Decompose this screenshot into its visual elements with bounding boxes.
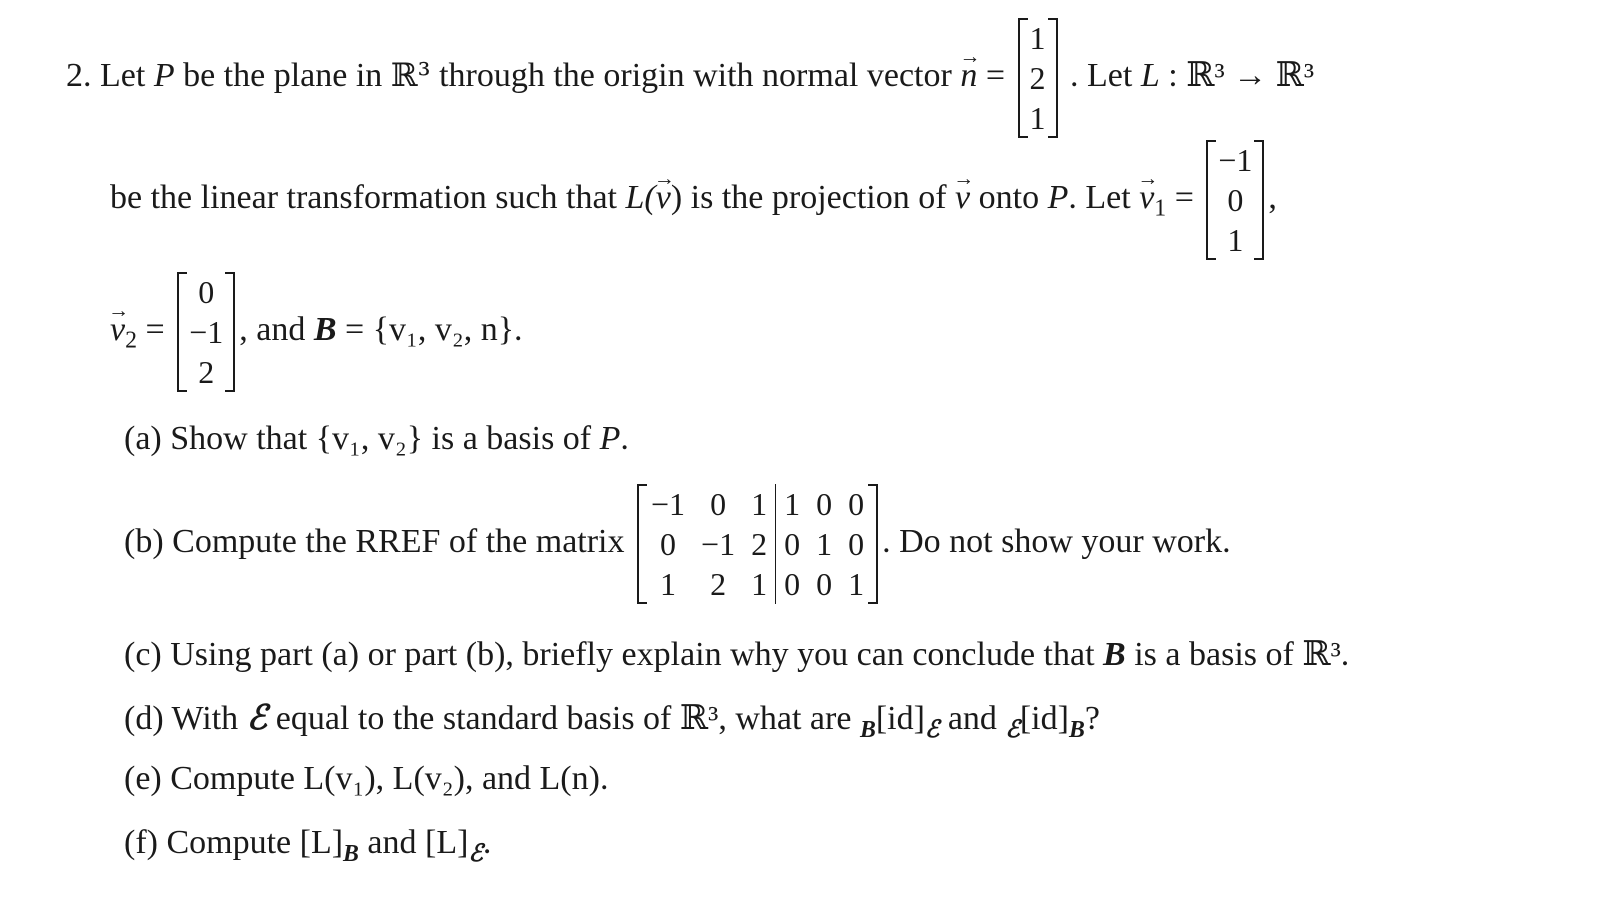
and-text: , and xyxy=(239,310,306,348)
n-vector-symbol: → n xyxy=(960,57,977,95)
L-symbol: L xyxy=(1140,56,1160,94)
part-label: (d) xyxy=(124,700,164,737)
part-label: (c) xyxy=(124,636,162,673)
v1-entry: 0 xyxy=(1227,182,1244,218)
part-a xyxy=(124,420,629,458)
v2-entry: −1 xyxy=(189,314,224,350)
part-b-text: Compute the RREF of the matrix xyxy=(172,522,625,560)
part-label: (e) xyxy=(124,760,162,797)
matrix-cell: 1 xyxy=(816,526,833,562)
problem-line-2: be the linear transformation such that L(→ v) is the projection of → v onto P. Let → $v_1$ = −1 0 1 , xyxy=(110,140,1277,260)
matrix-cell: 0 xyxy=(784,566,801,602)
equals: = xyxy=(985,56,1006,94)
part-f-and: and [L] xyxy=(367,824,469,861)
matrix-cell: 0 xyxy=(816,566,833,602)
plane-symbol: P xyxy=(1047,178,1069,216)
L-of: L( xyxy=(625,178,656,216)
intro-text-c: through the origin with normal vector xyxy=(439,56,952,94)
plane-symbol: P xyxy=(153,56,175,94)
line2-text-b: is the projection of xyxy=(690,178,947,216)
basis-B-symbol: B xyxy=(1103,636,1126,673)
paren: ) xyxy=(670,178,683,216)
equals: = xyxy=(1174,178,1194,216)
part-b-after: . Do not show your work. xyxy=(882,522,1231,560)
part-c xyxy=(124,634,1349,674)
intro-text-a: Let xyxy=(100,56,146,94)
v2-symbol: → v xyxy=(110,311,125,349)
part-c-tail: is a basis of ℝ³. xyxy=(1134,636,1350,673)
matrix-cell: −1 xyxy=(651,486,686,522)
matrix-cell: 1 xyxy=(743,564,776,604)
part-f-text-a: Compute [L] xyxy=(166,824,344,861)
part-c-text: Using part (a) or part (b), briefly explain why you can conclude that xyxy=(170,636,1095,673)
intro-text-b: be the plane in xyxy=(183,56,383,94)
basis-set: = {v₁, v₂, n}. xyxy=(345,310,523,348)
plane-symbol: P xyxy=(599,420,621,457)
question-mark: ? xyxy=(1084,700,1100,737)
problem-line-3: → $v_2$ = 0 −1 2 , and B = {v₁, v₂, n}. xyxy=(110,272,523,392)
matrix-cell: 0 xyxy=(710,486,727,522)
problem-number: 2. xyxy=(66,56,92,94)
and-text: and xyxy=(947,700,997,737)
let-L-text: . Let xyxy=(1070,56,1133,94)
matrix-cell: 0 xyxy=(784,526,801,562)
basis-B-symbol: B xyxy=(313,310,337,348)
part-label: (a) xyxy=(124,420,162,457)
r3-symbol: ℝ³ xyxy=(390,55,431,94)
period: . xyxy=(482,824,492,861)
matrix-cell: 2 xyxy=(743,524,776,564)
part-d: (d) With ℰ equal to the standard basis of ℝ³, what are $_B[id]_ℰ$ and $_ℰ[id]_B$? xyxy=(124,700,1100,743)
equals: = xyxy=(145,310,165,348)
comma: , xyxy=(1268,178,1277,216)
part-b xyxy=(124,484,1231,604)
normal-vector-matrix xyxy=(1018,18,1058,138)
v1-entry: 1 xyxy=(1227,222,1244,258)
part-label: (b) xyxy=(124,522,164,560)
part-d-text-a: With xyxy=(171,700,239,737)
matrix-cell: 1 xyxy=(848,566,865,602)
v-vector-symbol: → v xyxy=(955,179,970,217)
part-f xyxy=(124,824,492,867)
matrix-cell: 0 xyxy=(848,486,865,522)
n-entry: 1 xyxy=(1029,20,1046,56)
problem-intro-line xyxy=(66,18,1314,138)
matrix-cell: 0 xyxy=(660,526,677,562)
matrix-cell: 1 xyxy=(660,566,677,602)
v1-entry: −1 xyxy=(1218,142,1253,178)
mapping-text: : ℝ³ → ℝ³ xyxy=(1168,56,1315,94)
part-e xyxy=(124,760,608,798)
v-vector-symbol: → v xyxy=(656,179,671,217)
part-a-text: Show that {v₁, v₂} is a basis of xyxy=(170,420,592,457)
part-label: (f) xyxy=(124,824,158,861)
n-entry: 2 xyxy=(1029,60,1046,96)
subscript-B: B xyxy=(343,840,359,867)
matrix-cell: −1 xyxy=(701,526,736,562)
v2-entry: 0 xyxy=(198,274,215,310)
v2-matrix xyxy=(177,272,235,392)
line2-text-d: . Let xyxy=(1068,178,1131,216)
period: . xyxy=(620,420,629,457)
basis-E-symbol: ℰ xyxy=(246,700,268,737)
id-matrix-1: [id] xyxy=(875,700,925,737)
matrix-cell: 1 xyxy=(784,486,801,522)
matrix-cell: 0 xyxy=(848,526,865,562)
id-matrix-2: [id] xyxy=(1019,700,1069,737)
n-entry: 1 xyxy=(1029,100,1046,136)
line2-text-c: onto xyxy=(978,178,1040,216)
matrix-cell: 1 xyxy=(743,484,776,524)
subscript-E: ℰ xyxy=(468,840,483,867)
matrix-cell: 0 xyxy=(816,486,833,522)
v1-symbol: → v xyxy=(1139,179,1154,217)
line2-text-a: be the linear transformation such that xyxy=(110,178,617,216)
matrix-cell: 2 xyxy=(710,566,727,602)
v2-entry: 2 xyxy=(198,354,215,390)
v1-matrix xyxy=(1206,140,1264,260)
augmented-matrix xyxy=(637,484,878,604)
part-d-text-b: equal to the standard basis of ℝ³, what are xyxy=(275,700,852,737)
part-e-text: Compute L(v₁), L(v₂), and L(n). xyxy=(170,760,609,797)
